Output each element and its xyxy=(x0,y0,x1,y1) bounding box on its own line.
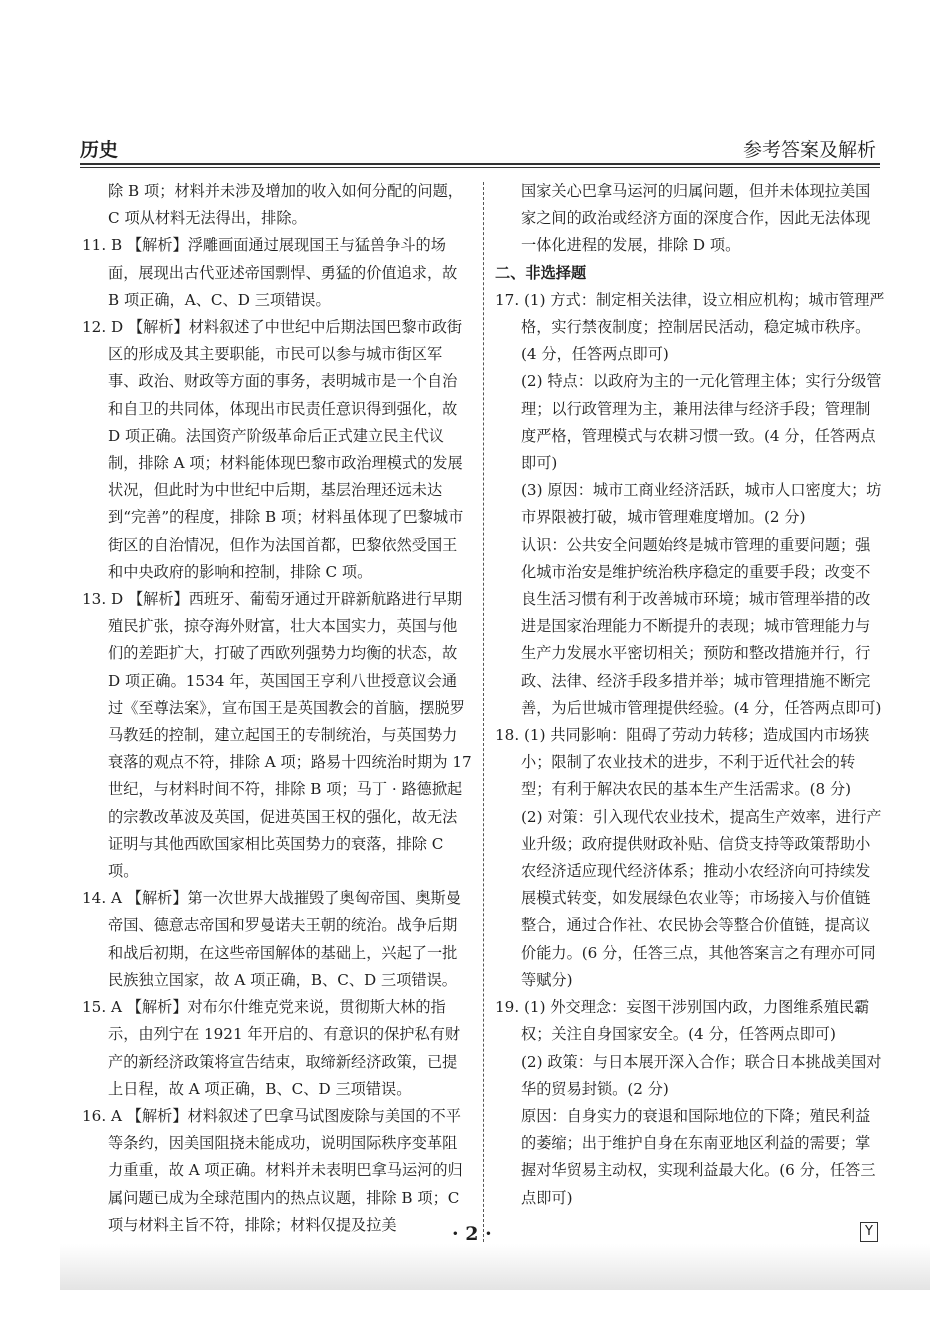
answer-19-reason: 原因：自身实力的衰退和国际地位的下降；殖民利益的萎缩；出于维护自身在东南亚地区利益的需要；掌握对华贸易主动权，实现利益最大化。(6 分，任答三点即可) xyxy=(521,1106,876,1207)
answer-17-insight: 认识：公共安全问题始终是城市管理的重要问题；强化城市治安是维护统治秩序稳定的重要手段；改变不良生活习惯有利于改善城市环境；城市管理举措的改进是国家治理能力不断提升的表现；城市管理能力与生产力发展水平密切相关；预防和整改措施并行，行政、法律、经济手段多措并举；城市管理措施不断完善，为后世城市管理提供经验。(4 分，任答两点即可) xyxy=(521,535,882,717)
right-column xyxy=(495,178,885,1212)
answer-18-part2: (2) 对策：引入现代农业技术，提高生产效率，进行产业升级；政府提供财政补贴、信贷支持等政策帮助小农经济适应现代经济体系；推动小农经济向可持续发展模式转变，如发展绿色农业等；市场接入与价值链整合，通过合作社、农民协会等整合价值链，提高议价能力。(6 分，任答三点，其他答案言之有理亦可同等赋分) xyxy=(521,807,882,989)
answer-19-part2: (2) 政策：与日本展开深入合作；联合日本挑战美国对华的贸易封锁。(2 分) xyxy=(521,1052,882,1098)
answer-18-part1: 18. (1) 共同影响：阻碍了劳动力转移；造成国内市场狭小；限制了农业技术的进步，不利于近代社会的转型；有利于解决农民的基本生产生活需求。(8 分) xyxy=(495,726,870,799)
answer-16-continued: 国家关心巴拿马运河的归属问题，但并未体现拉美国家之间的政治或经济方面的深度合作，因此无法体现一体化进程的发展，排除 D 项。 xyxy=(521,182,871,255)
continuation-line: C 项从材料无法得出，排除。 xyxy=(108,209,307,228)
answer-17-part1: 17. (1) 方式：制定相关法律，设立相应机构；城市管理严格，实行禁夜制度；控制居民活动，稳定城市秩序。(4 分，任答两点即可) xyxy=(495,290,885,364)
answer-13: 13. D 【解析】西班牙、葡萄牙通过开辟新航路进行早期殖民扩张，掠夺海外财富，壮大本国实力，英国与他们的差距扩大，打破了西欧列强势力均衡的状态，故 D 项正确。1534 年，英国国王亨利八世授意议会通过《至尊法案》，宣布国王是英国教会的首脑，摆脱罗马教廷的控制，建立起国王的专制统治，与英国势力衰落的观点不符，排除 A 项；路易十四统治时期为 17 世纪，与材料时间不符，排除 B 项；马丁 · 路德掀起的宗教改革波及英国，促进英国王权的强化，故无法证明与其他西欧国家相比英国势力的衰落，排除 C 项。 xyxy=(82,590,472,881)
section-heading: 二、非选择题 xyxy=(495,263,587,282)
continuation-line: 除 B 项；材料并未涉及增加的收入如何分配的问题， xyxy=(108,182,463,200)
answer-19-part1: 19. (1) 外交理念：妄图干涉别国内政，力图维系殖民霸权；关注自身国家安全。(4 分，任答两点即可) xyxy=(495,998,870,1044)
answer-11: 11. B 【解析】浮雕画面通过展现国王与猛兽争斗的场面，展现出古代亚述帝国剽悍、勇猛的价值追求，故 B 项正确，A、C、D 三项错误。 xyxy=(82,236,458,309)
answer-17-part2: (2) 特点：以政府为主的一元化管理主体；实行分级管理；以行政管理为主，兼用法律与经济手段；管理制度严格，管理模式与农耕习惯一致。(4 分，任答两点即可) xyxy=(521,372,882,473)
answer-12: 12. D 【解析】材料叙述了中世纪中后期法国巴黎市政街区的形成及其主要职能，市民可以参与城市街区军事、政治、财政等方面的事务，表明城市是一个自治和自卫的共同体，体现出市民责任意识得到强化，故 D 项正确。法国资产阶级革命后正式建立民主代议制，排除 A 项；材料能体现巴黎市政治理模式的发展状况，但此时为中世纪中后期，基层治理还远未达到“完善”的程度，排除 B 项；材料虽体现了巴黎城市街区的自治情况，但作为法国首都，巴黎依然受国王和中央政府的影响和控制，排除 C 项。 xyxy=(82,318,464,581)
page-number: · 2 · xyxy=(452,1223,492,1245)
answer-key-title: 参考答案及解析 xyxy=(742,139,876,161)
header-rule-thin xyxy=(80,167,880,168)
edition-mark: Y xyxy=(860,1222,878,1242)
subject-title: 历史 xyxy=(80,139,119,161)
page-bottom-shadow xyxy=(60,1244,930,1290)
answer-17-part3: (3) 原因：城市工商业经济活跃，城市人口密度大；坊市界限被打破，城市管理难度增加。(2 分) xyxy=(521,481,882,527)
header-rule xyxy=(80,163,880,165)
answer-16: 16. A 【解析】材料叙述了巴拿马试图废除与美国的不平等条约，因美国阻挠未能成功，说明国际秩序变革阻力重重，故 A 项正确。材料并未表明巴拿马运河的归属问题已成为全球范围内的热点议题，排除 B 项；C 项与材料主旨不符，排除；材料仅提及拉美 xyxy=(82,1106,463,1234)
answer-14: 14. A 【解析】第一次世界大战摧毁了奥匈帝国、奥斯曼帝国、德意志帝国和罗曼诺夫王朝的统治。战争后期和战后初期，在这些帝国解体的基础上，兴起了一批民族独立国家，故 A 项正确，B、C、D 三项错误。 xyxy=(82,889,461,989)
left-column xyxy=(82,178,472,1239)
answer-15: 15. A 【解析】对布尔什维克党来说，贯彻斯大林的指示，由列宁在 1921 年开启的、有意识的保护私有财产的新经济政策将宣告结束，取缔新经济政策，已提上日程，故 A 项正确，B、C、D 三项错误。 xyxy=(82,998,461,1098)
column-divider xyxy=(483,182,484,1242)
page-header xyxy=(80,131,880,161)
